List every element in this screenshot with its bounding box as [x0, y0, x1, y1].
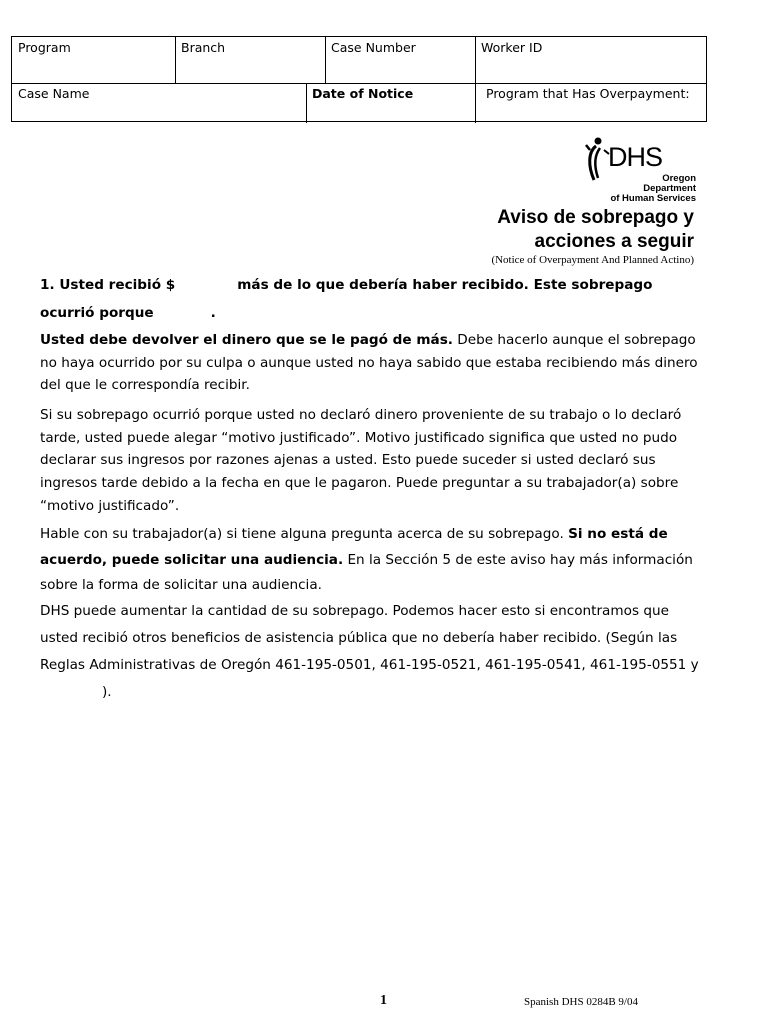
case-name-field[interactable]: Case Name [18, 86, 90, 101]
logo-line2: of Human Services [610, 193, 696, 204]
case-number-field[interactable]: Case Number [331, 40, 416, 55]
hearing-part-a: Hable con su trabajador(a) si tiene alguna pregunta acerca de su sobrepago. [40, 526, 569, 542]
worker-id-field[interactable]: Worker ID [481, 40, 543, 55]
paragraph-repay [40, 329, 700, 397]
logo-line1: Oregon Department [643, 173, 696, 194]
program-field[interactable]: Program [18, 40, 71, 55]
hearing-bold: Si no está de acuerdo, puede solicitar una audiencia. [40, 526, 668, 568]
paragraph-hearing [40, 522, 700, 599]
form-id: Spanish DHS 0284B 9/04 [524, 996, 638, 1008]
section1-part-a: 1. Usted recibió $ [40, 277, 176, 293]
section1-part-d: . [210, 305, 216, 321]
title-line2: acciones a seguir [534, 231, 694, 252]
hearing-part-b: En la Sección 5 de este aviso hay más información sobre la forma de solicitar una audiencia. [40, 551, 693, 593]
increase-part-a: DHS puede aumentar la cantidad de su sobrepago. Podemos hacer esto si encontramos que usted recibió otros beneficios de asistencia pública que no debería haber recibido. (Según las Reglas Administrativas de Oregón 461-195-0501, 461-195-0521, 461-195-0541, 461-195-0551 y [40, 603, 699, 673]
logo-department [608, 174, 696, 204]
increase-part-b: ). [102, 684, 112, 700]
page-title [497, 206, 694, 254]
section1-part-c: ocurrió porque [40, 305, 154, 321]
branch-field[interactable]: Branch [181, 40, 226, 55]
logo-text: DHS [608, 142, 663, 172]
title-line1: Aviso de sobrepago y [497, 207, 694, 228]
header-table [11, 36, 707, 122]
page-subtitle: (Notice of Overpayment And Planned Actino) [491, 254, 694, 266]
paragraph-increase [40, 598, 700, 706]
dhs-logo [584, 136, 699, 204]
repay-rest: Debe hacerlo aunque el sobrepago no haya ocurrido por su culpa o aunque usted no haya sabido que estaba recibiendo más dinero del que le correspondía recibir. [40, 332, 698, 394]
section-1 [40, 271, 700, 327]
program-overpayment-field[interactable]: Program that Has Overpayment: [486, 86, 690, 101]
paragraph-good-cause: Si su sobrepago ocurrió porque usted no declaró dinero proveniente de su trabajo o lo declaró tarde, usted puede alegar “motivo justificado”. Motivo justificado significa que usted no pudo declarar sus ingresos por razones ajenas a usted. Esto puede suceder si usted declaró sus ingresos tarde debido a la fecha en que le pagaron. Puede preguntar a su trabajador(a) sobre “motivo justificado”. [40, 407, 682, 514]
date-of-notice-field[interactable]: Date of Notice [312, 86, 414, 101]
page-number: 1 [380, 993, 387, 1008]
repay-bold: Usted debe devolver el dinero que se le pagó de más. [40, 332, 453, 348]
section1-part-b: más de lo que debería haber recibido. Este sobrepago [237, 277, 653, 293]
